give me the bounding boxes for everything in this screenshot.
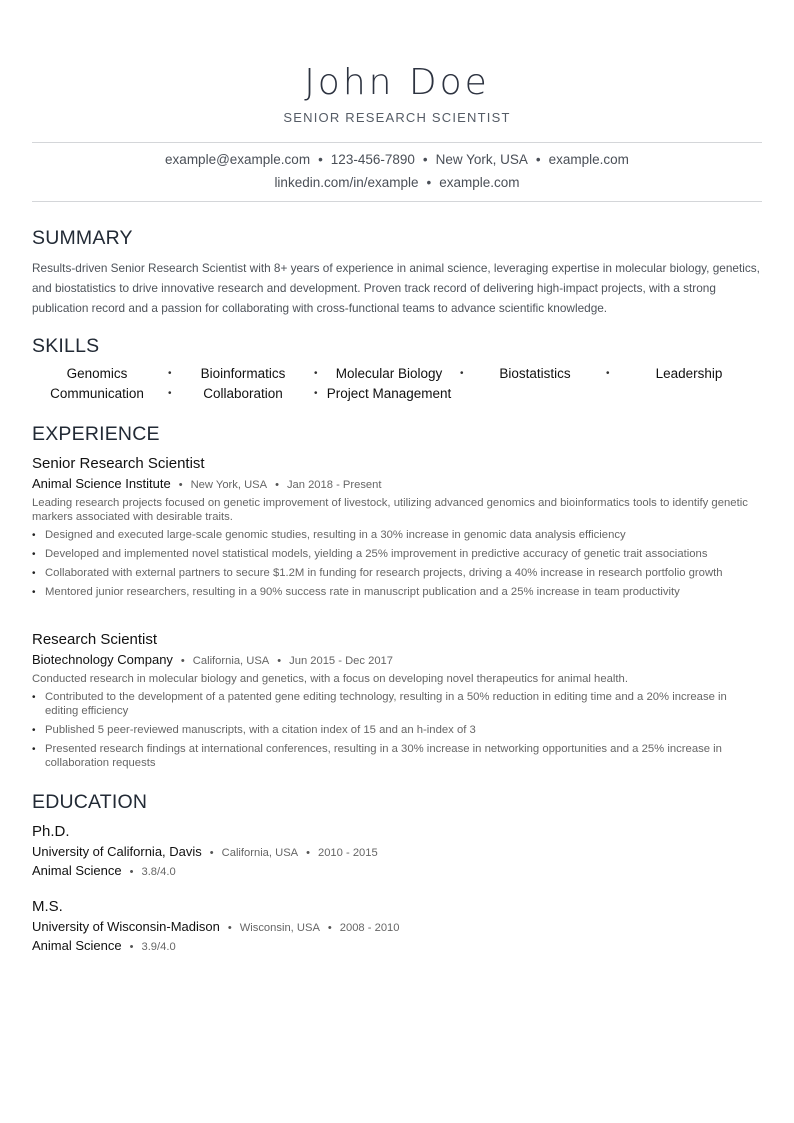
separator-dot: • xyxy=(460,368,464,379)
separator-dot: • xyxy=(168,368,172,379)
list-item: • Developed and implemented novel statistical models, yielding a 25% improvement in predictive accuracy of genetic trait associations xyxy=(32,547,762,561)
phone-text: 123-456-7890 xyxy=(330,152,415,167)
job-entry xyxy=(32,631,762,775)
job-bullets xyxy=(32,528,762,599)
job-description: Leading research projects focused on genetic improvement of livestock, utilizing advanced genomics and bioinformatics tools to identify genetic markers associated with desirable traits. xyxy=(32,497,748,523)
education-entry xyxy=(32,823,762,878)
school-dates: 2010 - 2015 xyxy=(317,847,378,859)
job-company: Biotechnology Company xyxy=(32,652,173,667)
school-name: University of California, Davis xyxy=(32,844,202,859)
job-role: Senior Research Scientist xyxy=(32,455,205,472)
skill-item: Leadership xyxy=(655,366,723,381)
list-item: • Mentored junior researchers, resulting in a 90% success rate in manuscript publication and a 25% increase in team productivity xyxy=(32,585,762,599)
job-description: Conducted research in molecular biology and genetics, with a focus on developing novel therapeutics for animal health. xyxy=(32,673,628,685)
gpa-text: 3.9/4.0 xyxy=(141,941,176,953)
job-location: California, USA xyxy=(192,655,270,667)
skill-item: Communication xyxy=(50,386,144,401)
experience-heading: EXPERIENCE xyxy=(32,423,160,445)
job-org-line: Biotechnology Company • California, USA • Jun 2015 - Dec 2017 xyxy=(32,652,393,667)
summary-heading: SUMMARY xyxy=(32,227,133,249)
candidate-name: John Doe xyxy=(304,62,490,103)
school-location: California, USA xyxy=(221,847,299,859)
job-company: Animal Science Institute xyxy=(32,476,171,491)
separator-dot: • xyxy=(168,388,172,399)
school-name: University of Wisconsin-Madison xyxy=(32,919,220,934)
job-location: New York, USA xyxy=(190,479,268,491)
field-of-study: Animal Science xyxy=(32,863,122,878)
divider xyxy=(32,142,762,143)
linkedin-link[interactable]: linkedin.com/in/example xyxy=(274,175,419,190)
separator-dot: • xyxy=(606,368,610,379)
degree-title: Ph.D. xyxy=(32,823,70,840)
field-line: Animal Science • 3.8/4.0 xyxy=(32,863,176,878)
skill-item: Bioinformatics xyxy=(200,366,286,381)
education-entry xyxy=(32,898,762,953)
field-line: Animal Science • 3.9/4.0 xyxy=(32,938,176,953)
skill-item: Genomics xyxy=(66,366,128,381)
gpa-text: 3.8/4.0 xyxy=(141,866,176,878)
email-link[interactable]: example@example.com xyxy=(165,152,311,167)
skill-item: Biostatistics xyxy=(499,366,571,381)
skills-grid xyxy=(32,366,762,406)
skill-item: Collaboration xyxy=(203,386,283,401)
school-dates: 2008 - 2010 xyxy=(339,922,400,934)
contact-line-1: example@example.com • 123-456-7890 • New York, USA • example.com xyxy=(165,152,629,167)
list-item: • Collaborated with external partners to secure $1.2M in funding for research projects, driving a 40% increase in research portfolio growth xyxy=(32,566,762,580)
website-link-2[interactable]: example.com xyxy=(439,175,520,190)
skill-item: Project Management xyxy=(326,386,452,401)
candidate-title: SENIOR RESEARCH SCIENTIST xyxy=(283,110,511,125)
degree-title: M.S. xyxy=(32,898,63,915)
contact-line-2: linkedin.com/in/example • example.com xyxy=(274,175,520,190)
job-dates: Jun 2015 - Dec 2017 xyxy=(289,655,393,667)
website-link[interactable]: example.com xyxy=(548,152,629,167)
list-item: • Presented research findings at international conferences, resulting in a 30% increase in networking opportunities and a 25% increase in collaboration requests xyxy=(32,742,762,770)
skill-item: Molecular Biology xyxy=(335,366,443,381)
separator-dot: • xyxy=(314,388,318,399)
skills-heading: SKILLS xyxy=(32,335,100,357)
job-org-line: Animal Science Institute • New York, USA • Jan 2018 - Present xyxy=(32,476,382,491)
school-line: University of Wisconsin-Madison • Wisconsin, USA • 2008 - 2010 xyxy=(32,919,400,934)
job-role: Research Scientist xyxy=(32,631,158,648)
field-of-study: Animal Science xyxy=(32,938,122,953)
summary-text: Results-driven Senior Research Scientist with 8+ years of experience in animal science, leveraging expertise in molecular biology, genetics, and biostatistics to drive innovative research and development. Proven track record of delivering high-impact projects, with a strong publication record and a passion for collaborating with cross-functional teams to advance scientific knowledge. xyxy=(32,261,760,315)
job-bullets xyxy=(32,690,762,770)
list-item: • Published 5 peer-reviewed manuscripts, with a citation index of 15 and an h-index of 3 xyxy=(32,723,762,737)
school-line: University of California, Davis • California, USA • 2010 - 2015 xyxy=(32,844,378,859)
divider xyxy=(32,201,762,202)
separator-dot: • xyxy=(314,368,318,379)
education-heading: EDUCATION xyxy=(32,791,148,813)
location-text: New York, USA xyxy=(435,152,528,167)
list-item: • Contributed to the development of a patented gene editing technology, resulting in a 50% reduction in editing time and a 20% increase in editing efficiency xyxy=(32,690,762,718)
job-entry xyxy=(32,455,762,604)
list-item: • Designed and executed large-scale genomic studies, resulting in a 30% increase in genomic data analysis efficiency xyxy=(32,528,762,542)
school-location: Wisconsin, USA xyxy=(239,922,320,934)
job-dates: Jan 2018 - Present xyxy=(286,479,382,491)
